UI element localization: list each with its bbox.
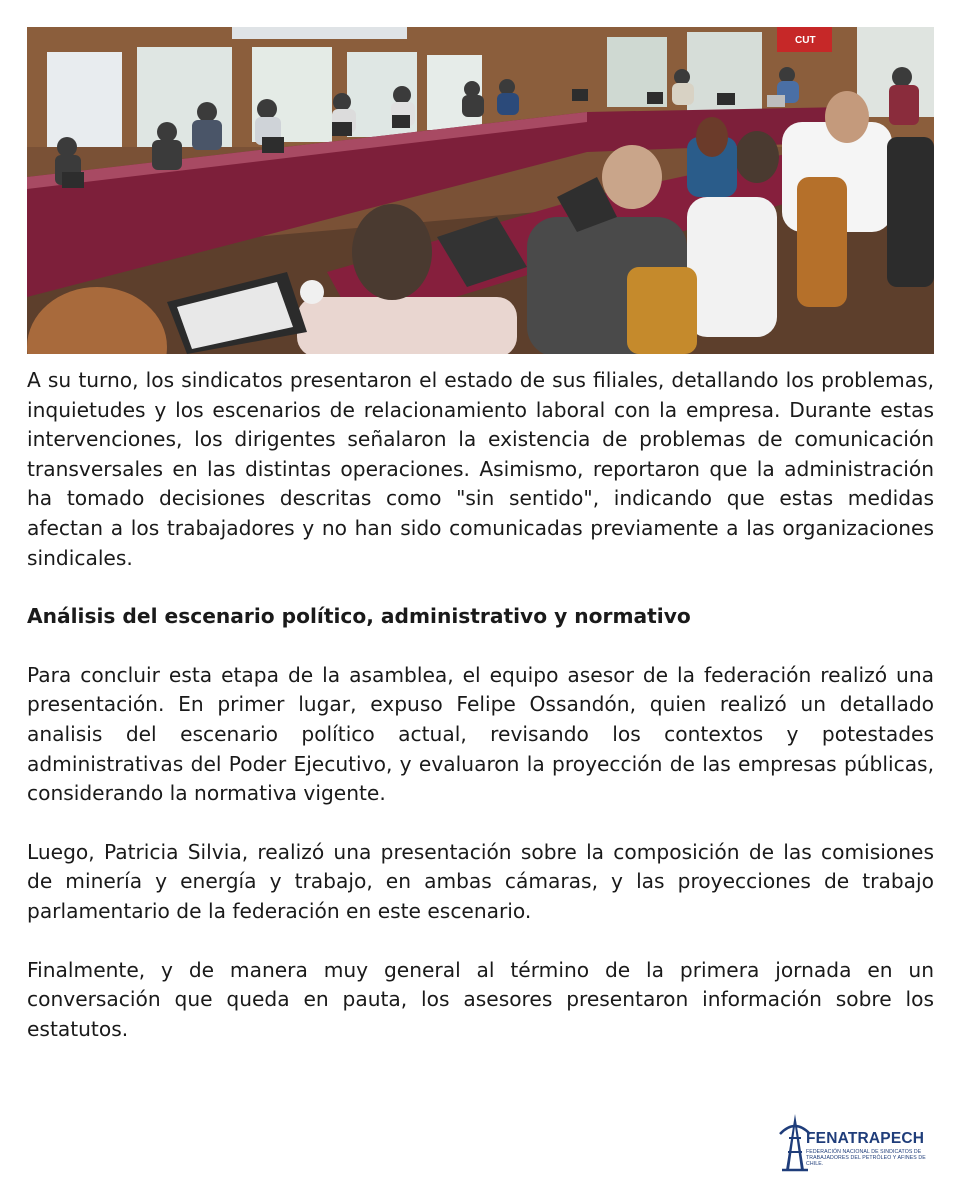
- logo-subtitle: FEDERACIÓN NACIONAL DE SINDICATOS DE TRABAJADORES DEL PETRÓLEO Y AFINES DE CHILE.: [806, 1149, 926, 1168]
- paragraph-sindicatos: A su turno, los sindicatos presentaron el estado de sus filiales, detallando los problemas, inquietudes y los escenarios de relacionamiento laboral con la empresa. Durante estas intervenciones, los dirigentes señalaron la existencia de problemas de comunicación transversales en las distintas operaciones. Asimismo, reportaron que la administración ha tomado decisiones descritas como "sin sentido", indicando que estas medidas afectan a los trabajadores y no han sido comunicadas previamente a las organizaciones sindicales.: [27, 368, 934, 570]
- logo-name: FENATRAPECH: [806, 1130, 925, 1147]
- banner-text: CUT: [795, 35, 816, 46]
- paragraph-comisiones: Luego, Patricia Silvia, realizó una presentación sobre la composición de las comisiones de minería y energía y trabajo, en ambas cámaras, y las proyecciones de trabajo parlamentario de la federación en este escenario.: [27, 839, 934, 923]
- article-body: [27, 366, 934, 1044]
- meeting-photo: [27, 27, 934, 354]
- section-heading: Análisis del escenario político, administrativo y normativo: [27, 604, 691, 629]
- fenatrapech-logo: [778, 1112, 930, 1174]
- paragraph-asesores: Para concluir esta etapa de la asamblea, el equipo asesor de la federación realizó una presentación. En primer lugar, expuso Felipe Ossandón, quien realizó un detallado analisis del escenario político actual, revisando los contextos y potestades administrativas del Poder Ejecutivo, y evaluaron la proyección de las empresas públicas, considerando la normativa vigente.: [27, 662, 934, 806]
- paragraph-estatutos: Finalmente, y de manera muy general al término de la primera jornada en un conversación que queda en pauta, los asesores presentaron información sobre los estatutos.: [27, 957, 934, 1041]
